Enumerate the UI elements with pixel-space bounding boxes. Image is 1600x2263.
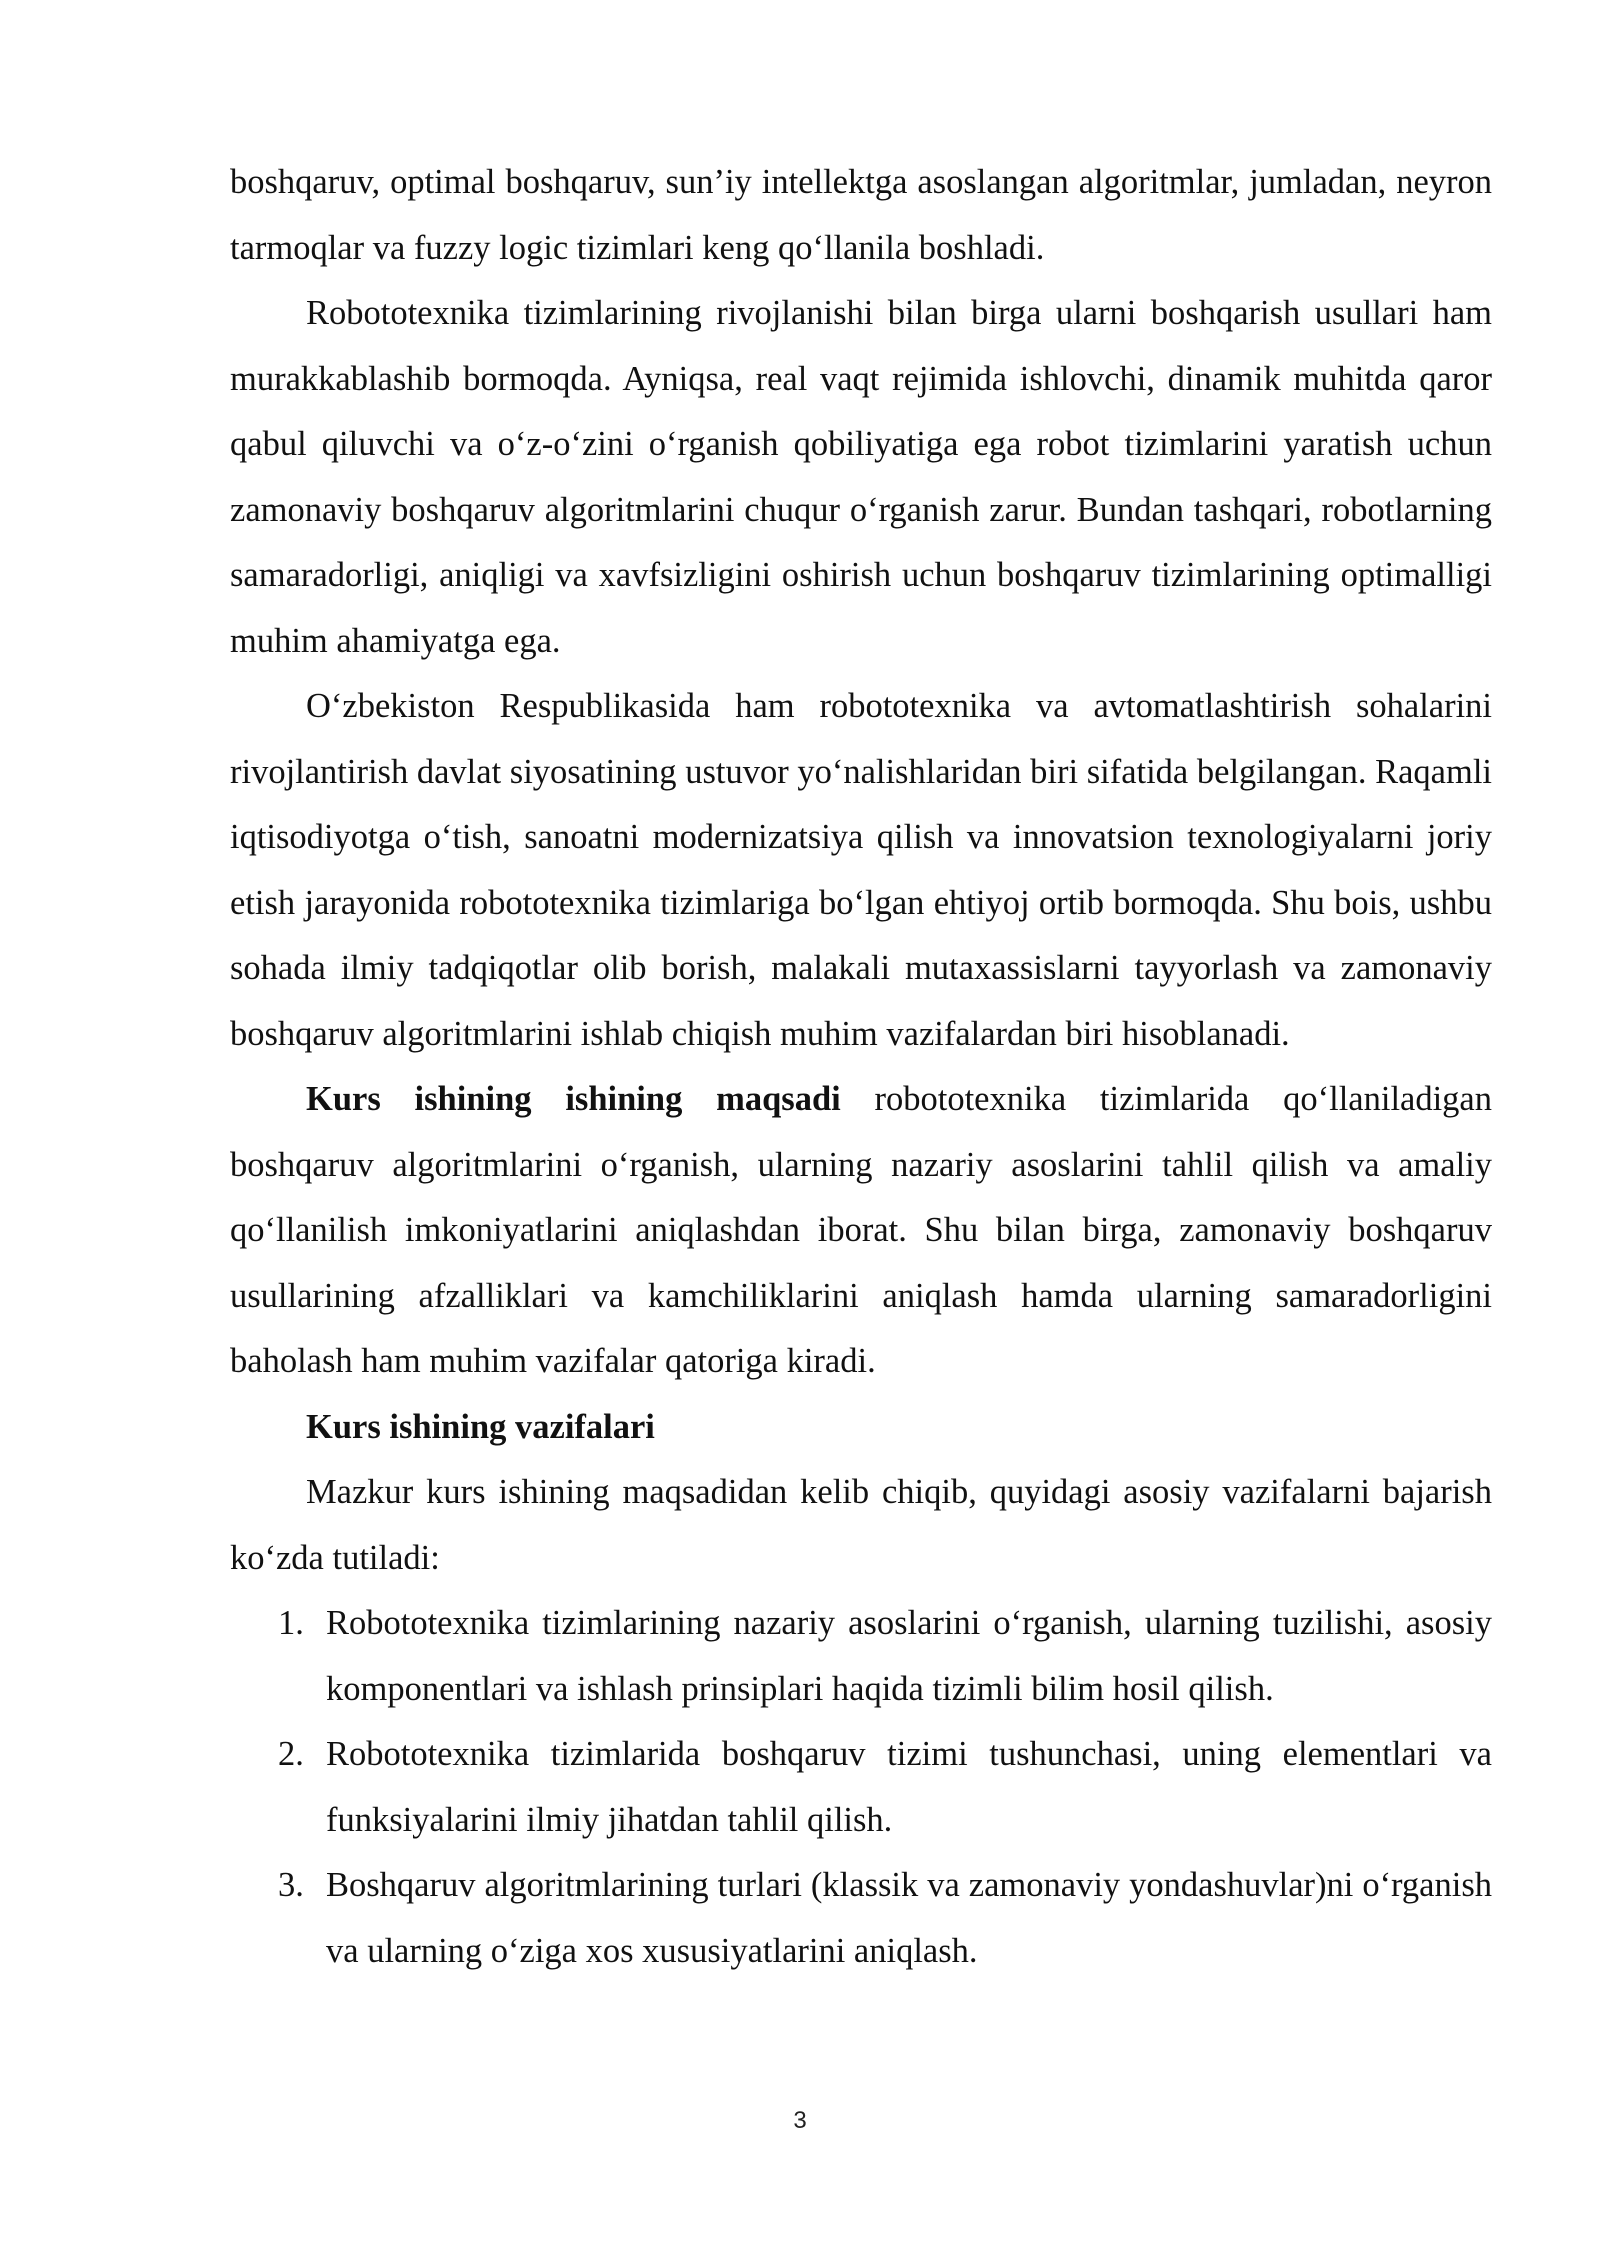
goal-label: Kurs ishining ishining maqsadi bbox=[306, 1080, 841, 1118]
section-heading-tasks: Kurs ishining vazifalari bbox=[306, 1407, 655, 1446]
list-item-text: Robototexnika tizimlarida boshqaruv tizimi tushunchasi, uning elementlari va funksiyalarini ilmiy jihatdan tahlil qilish. bbox=[326, 1735, 1492, 1839]
paragraph-robotics-development: Robototexnika tizimlarining rivojlanishi bilan birga ularni boshqarish usullari ham murakkablashib bormoqda. Ayniqsa, real vaqt rejimida ishlovchi, dinamik muhitda qaror qabul qiluvchi va o‘z-o‘zini o‘rganish qobiliyatiga ega robot tizimlarini yaratish uchun zamonaviy boshqaruv algoritmlarini chuqur o‘rganish zarur. Bundan tashqari, robotlarning samaradorligi, aniqligi va xavfsizligini oshirish uchun boshqaruv tizimlarining optimalligi muhim ahamiyatga ega. bbox=[230, 294, 1492, 660]
paragraph-goal bbox=[230, 1067, 1492, 1395]
list-item bbox=[230, 1591, 1492, 1722]
paragraph-continuation: boshqaruv, optimal boshqaruv, sun’iy intellektga asoslangan algoritmlar, jumladan, neyron tarmoqlar va fuzzy logic tizimlari keng qo‘llanila boshladi. bbox=[230, 163, 1492, 267]
goal-text: robototexnika tizimlarida qo‘llaniladigan boshqaruv algoritmlarini o‘rganish, ularning nazariy asoslarini tahlil qilish va amaliy qo‘llanilish imkoniyatlarini aniqlashdan iborat. Shu bilan birga, zamonaviy boshqaruv usullarining afzalliklari va kamchiliklarini aniqlash hamda ularning samaradorligini baholash ham muhim vazifalar qatoriga kiradi. bbox=[230, 1080, 1492, 1380]
list-item bbox=[230, 1853, 1492, 1984]
list-item bbox=[230, 1722, 1492, 1853]
document-body bbox=[230, 150, 1492, 1984]
list-item-number: 2. bbox=[278, 1735, 304, 1773]
paragraph-uzbekistan: O‘zbekiston Respublikasida ham robototexnika va avtomatlashtirish sohalarini rivojlantirish davlat siyosatining ustuvor yo‘nalishlaridan biri sifatida belgilangan. Raqamli iqtisodiyotga o‘tish, sanoatni modernizatsiya qilish va innovatsion texnologiyalarni joriy etish jarayonida robototexnika tizimlariga bo‘lgan ehtiyoj ortib bormoqda. Shu bois, ushbu sohada ilmiy tadqiqotlar olib borish, malakali mutaxassislarni tayyorlash va zamonaviy boshqaruv algoritmlarini ishlab chiqish muhim vazifalardan biri hisoblanadi. bbox=[230, 687, 1492, 1053]
tasks-list bbox=[230, 1591, 1492, 1984]
page-number: 3 bbox=[793, 2107, 807, 2134]
list-item-text: Boshqaruv algoritmlarining turlari (klassik va zamonaviy yondashuvlar)ni o‘rganish va ularning o‘ziga xos xususiyatlarini aniqlash. bbox=[326, 1866, 1492, 1970]
list-item-text: Robototexnika tizimlarining nazariy asoslarini o‘rganish, ularning tuzilishi, asosiy komponentlari va ishlash prinsiplari haqida tizimli bilim hosil qilish. bbox=[326, 1604, 1492, 1708]
paragraph-tasks-intro: Mazkur kurs ishining maqsadidan kelib chiqib, quyidagi asosiy vazifalarni bajarish ko‘zda tutiladi: bbox=[230, 1473, 1492, 1577]
list-item-number: 1. bbox=[278, 1604, 304, 1642]
list-item-number: 3. bbox=[278, 1866, 304, 1904]
